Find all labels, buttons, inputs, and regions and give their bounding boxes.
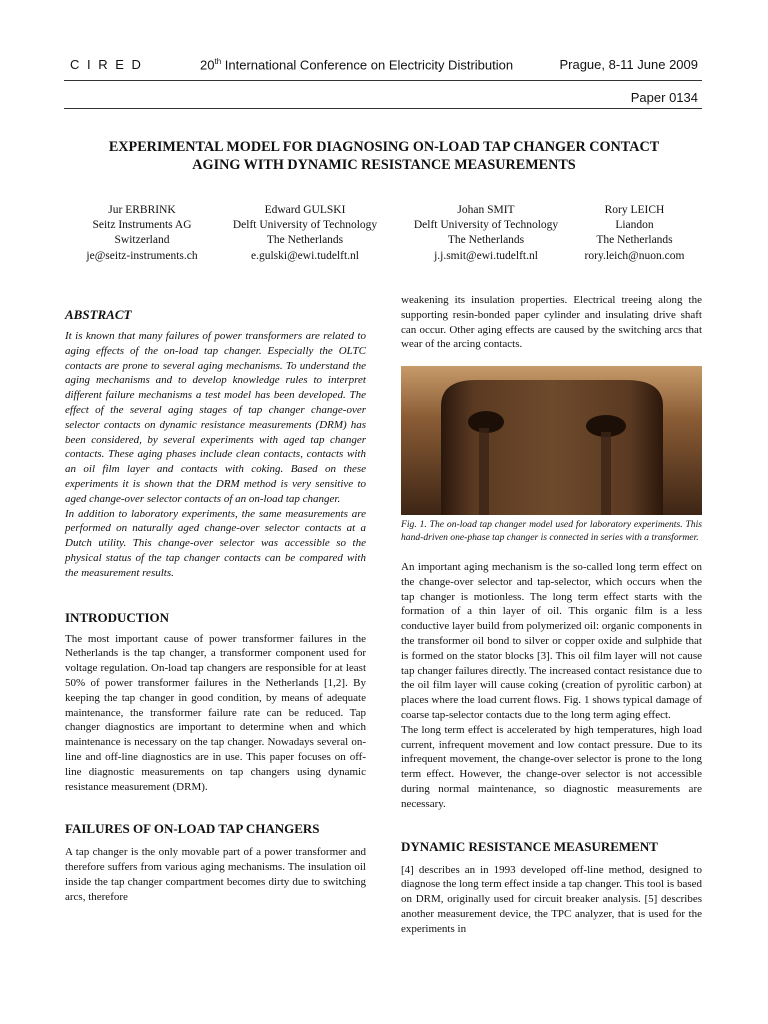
author-email: rory.leich@nuon.com <box>584 249 685 262</box>
failures-paragraph: A tap changer is the only movable part of a power transformer and therefore suffers from various aging mechanisms. The insulation oil inside the tap changer compartment becomes dirty due to switching arcs, therefore <box>65 846 366 903</box>
conference-ordinal-suffix: th <box>214 57 222 66</box>
introduction-paragraph: The most important cause of power transformer failures in the Netherlands is the tap changer, a transformer component used for voltage regulation. On-load tap changers are responsible for at least 50% of power transformer failures in the Netherlands [1,2]. By keeping the tap changer in good condition, by means of adequate maintenance, the transformer failure rate can be reduced. Tap changer diagnostics are important to determine when and which maintenance is necessary on the tap changer. Nowadays several on-line and off-line diagnostics are in use. This paper focuses on off-line diagnostic measurements on tap changers using dynamic resistance measurement (DRM). <box>65 632 366 793</box>
paper-title <box>60 138 708 174</box>
title-line-2: AGING WITH DYNAMIC RESISTANCE MEASUREMENTS <box>192 157 576 173</box>
author-country: Switzerland <box>114 234 170 247</box>
author-name: Edward GULSKI <box>264 204 346 216</box>
author-2 <box>220 203 390 264</box>
figure-photo <box>401 366 702 515</box>
author-affiliation: Delft University of Technology <box>232 219 378 232</box>
right-paragraph-aging: An important aging mechanism is the so-called long term effect on the change-over selector and tap-selector, which occurs when the tap changer is motionless. The long term effect starts with the formation of a thin layer of oil. This organic film is a less conductive layer build from polymerized oil: organic components in the transformer oil bond to silver or copper oxide and sulphide that is formed on the stator blocks [3]. This oil film layer will not cause tap changer failures directly. The increased contact resistance due to the oil film layer will cause coking (creation of pyrolitic carbon) at places where the load current flows. Fig. 1 shows typical damage of coarse tap-selector contacts due to the long term aging effect. <box>401 561 702 721</box>
left-column <box>65 307 366 905</box>
author-country: The Netherlands <box>596 234 673 247</box>
header-rule-bottom <box>64 108 702 109</box>
conference-rest: International Conference on Electricity Distribution <box>224 57 514 73</box>
conference-name <box>200 57 513 72</box>
abstract-paragraph-2: In addition to laboratory experiments, the same measurements are performed on naturally aged change-over selector contacts at a Dutch utility. This change-over selector was accessible so the physical status of the tap changer contacts can be compared with the measurement results. <box>65 507 366 579</box>
author-3 <box>401 203 571 264</box>
paper-number: Paper 0134 <box>630 90 698 105</box>
tap-changer-contact-image <box>401 366 702 515</box>
title-line-1: EXPERIMENTAL MODEL FOR DIAGNOSING ON-LOAD TAP CHANGER CONTACT <box>108 139 660 155</box>
right-column-main <box>401 518 702 937</box>
author-name: Rory LEICH <box>604 204 665 216</box>
author-affiliation: Liandon <box>615 219 654 232</box>
author-country: The Netherlands <box>447 234 525 247</box>
author-name: Johan SMIT <box>457 204 515 216</box>
drm-heading: DYNAMIC RESISTANCE MEASUREMENT <box>401 838 658 854</box>
author-email: e.gulski@ewi.tudelft.nl <box>250 249 359 262</box>
right-paragraph-top: weakening its insulation properties. Electrical treeing along the supporting resin-bonded paper cylinder and insulating drive shaft can occur. Other aging effects are caused by the switching arcs that wear of the arcing contacts. <box>401 294 702 351</box>
author-country: The Netherlands <box>266 234 344 247</box>
author-email: je@seitz-instruments.ch <box>86 249 198 262</box>
author-email: j.j.smit@ewi.tudelft.nl <box>434 249 538 262</box>
figure-caption: Fig. 1. The on-load tap changer model used for laboratory experiments. This hand-driven one-phase tap changer is connected in series with a transformer. <box>401 519 702 543</box>
author-4 <box>572 203 697 264</box>
header-rule <box>64 80 702 81</box>
conference-ordinal: 20 <box>200 57 215 73</box>
abstract-paragraph-1: It is known that many failures of power transformers are related to aging effects of the on-load tap changer. Especially the OLTC contacts are prone to several aging mechanisms. To understand the aging mechanisms and to develop knowledge rules to interpret different failure mechanisms a test model has been developed. The effect of the several aging stages of tap changer change-over selector contacts on dynamic resistance measurements (DRM) has been considered, by several experiments with aged tap changer contacts. These aging phases include clean contacts, contacts with an oil film layer and contacts with coking. Based on these experiments it is shown that the DRM method is very sensitive to aged change-over selector contacts of an on-load tap changer. <box>65 330 366 505</box>
author-affiliation: Delft University of Technology <box>413 219 559 232</box>
author-affiliation: Seitz Instruments AG <box>92 219 192 232</box>
failures-heading: FAILURES OF ON-LOAD TAP CHANGERS <box>65 821 320 837</box>
organization-label: C I R E D <box>70 57 143 72</box>
author-1 <box>67 203 217 264</box>
right-column-top <box>401 293 702 352</box>
author-name: Jur ERBRINK <box>108 204 176 216</box>
right-paragraph-long-term: The long term effect is accelerated by high temperatures, high load current, infrequent movement and low contact pressure. Due to its infrequent movement, the change-over selector is prone to the long term effect. However, the change-over selector is not accessible during normal maintenance, so diagnostic measurements are necessary. <box>401 723 702 810</box>
introduction-heading: INTRODUCTION <box>65 609 170 625</box>
location-date: Prague, 8-11 June 2009 <box>559 57 698 72</box>
drm-paragraph: [4] describes an in 1993 developed off-line method, designed to diagnose the long term effect inside a tap changer. This tool is based on DRM, originally used for circuit breaker analysis. [5] describes another measurement device, the TPC analyzer, that is used for the experiments in <box>401 863 702 935</box>
abstract-heading: ABSTRACT <box>65 307 132 322</box>
